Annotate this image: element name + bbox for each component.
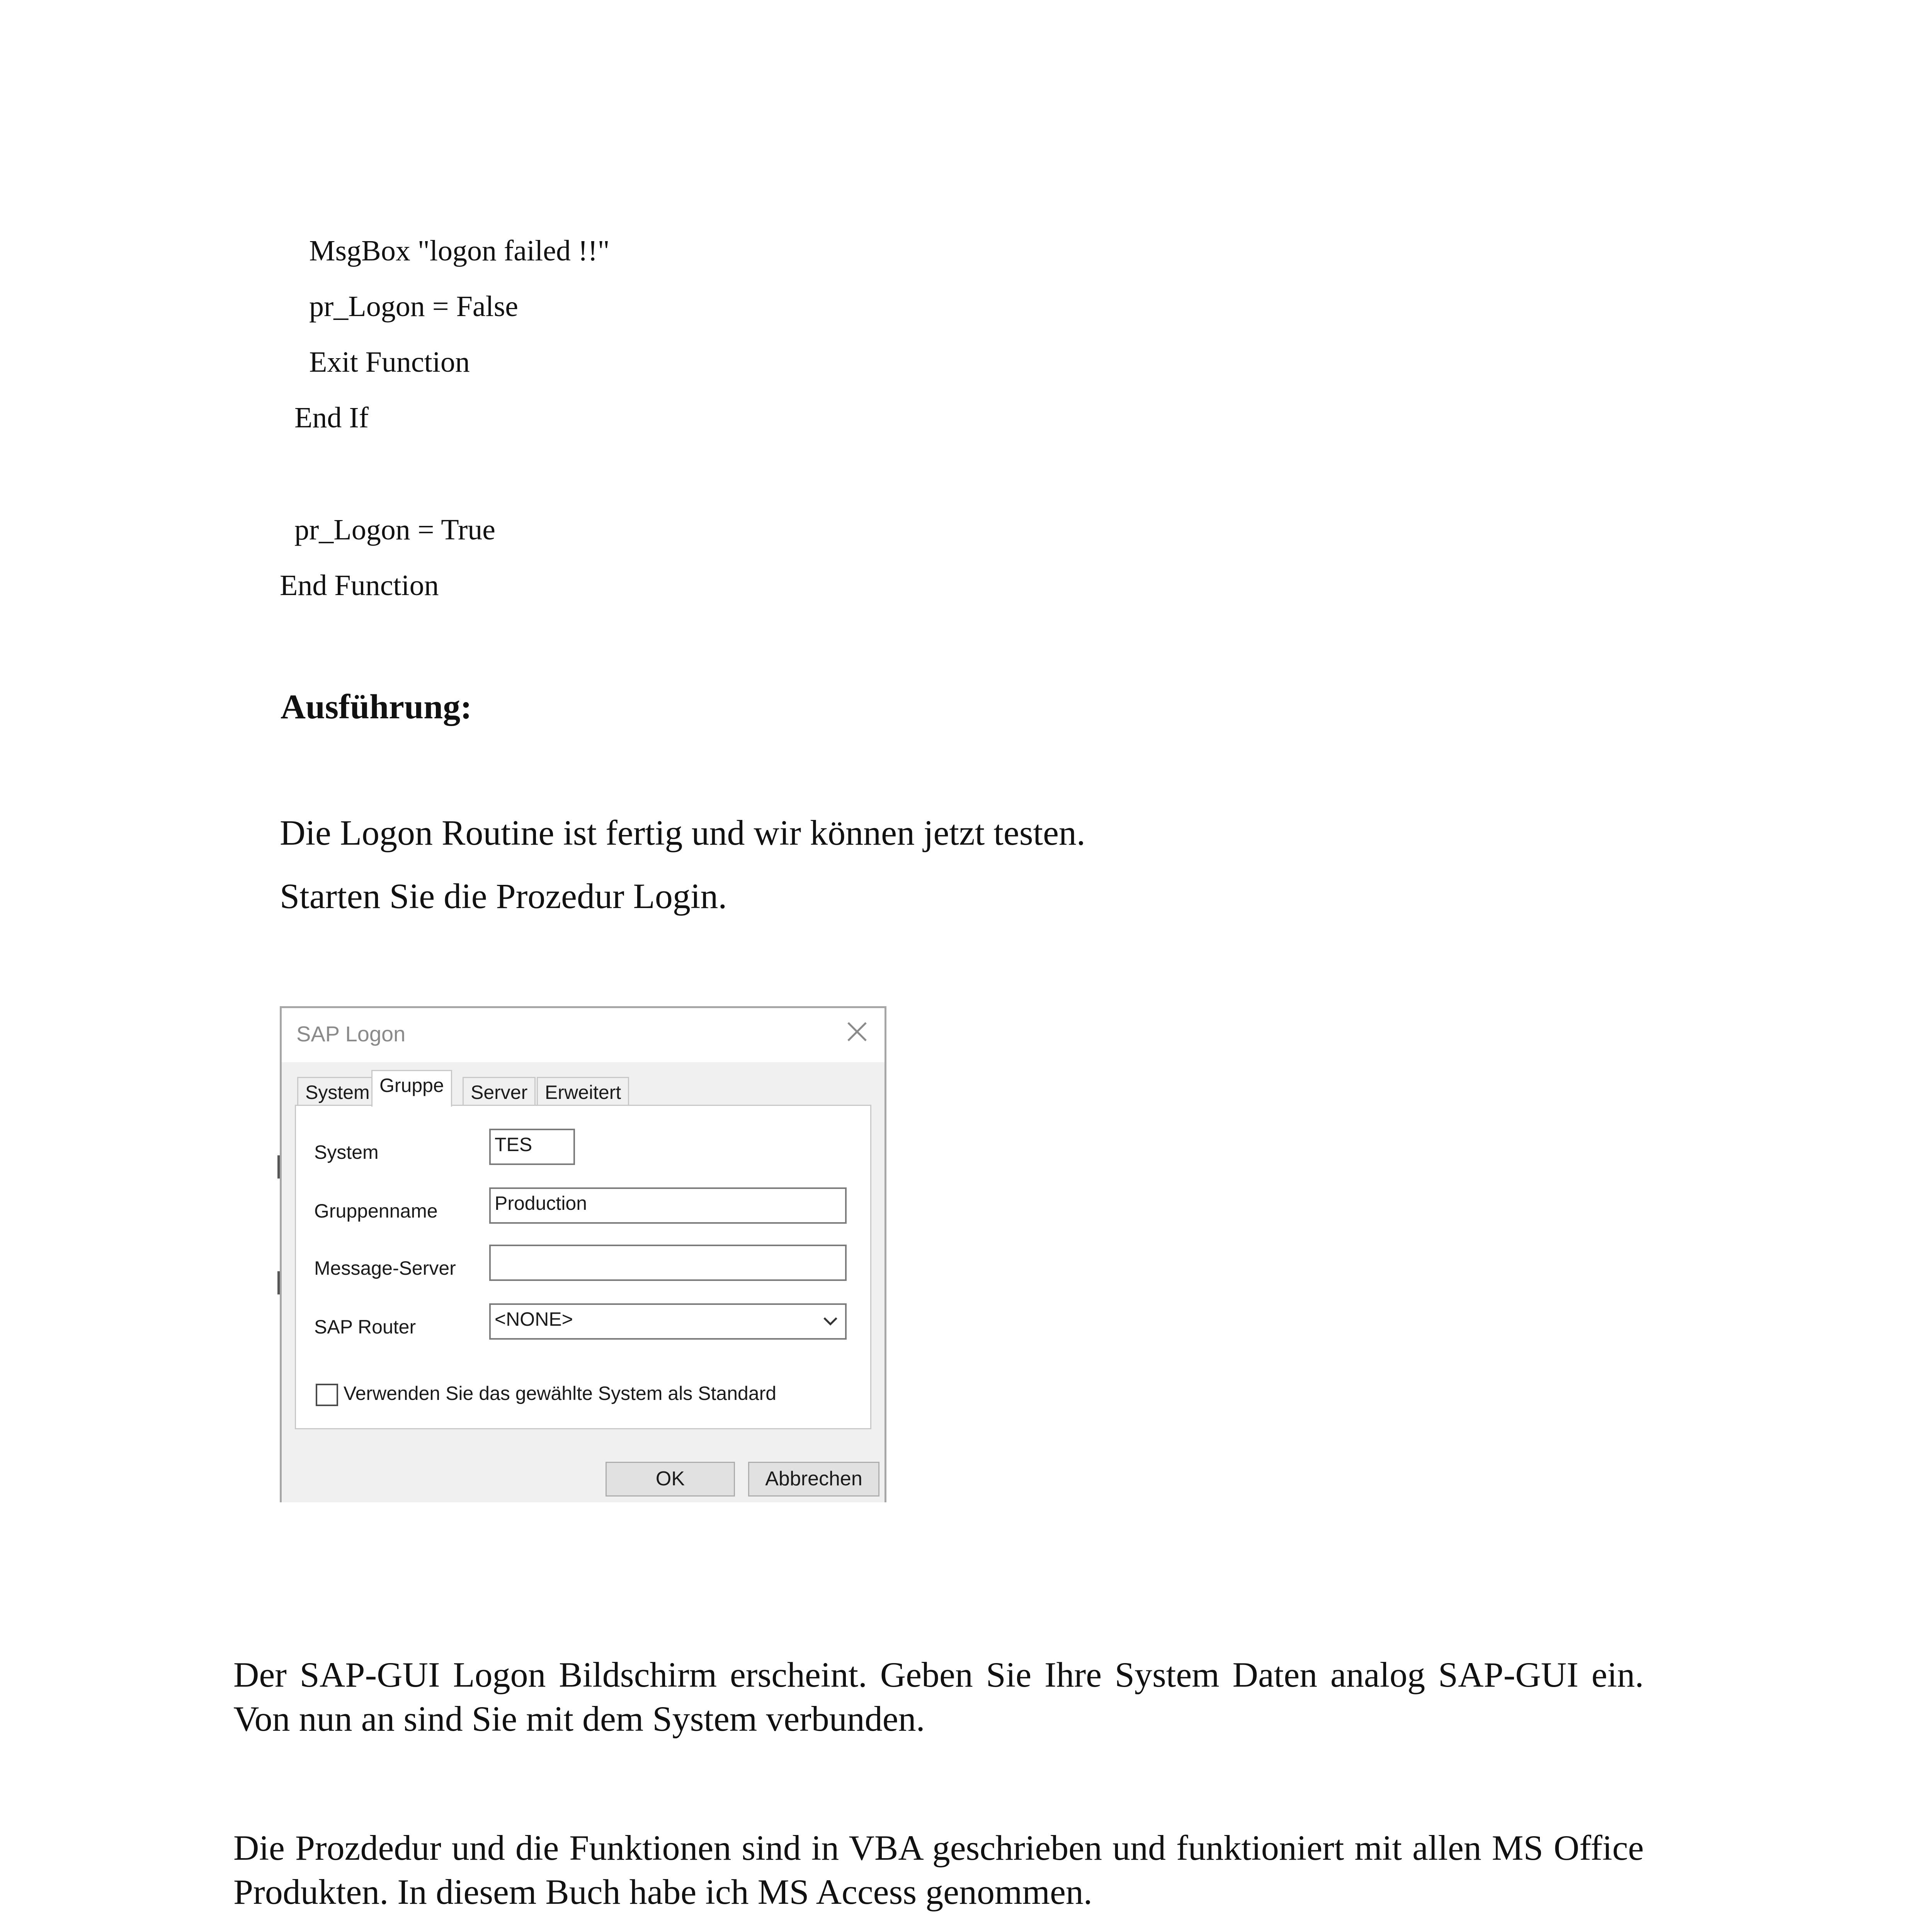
default-system-checkbox[interactable] bbox=[316, 1384, 338, 1406]
code-line: pr_Logon = False bbox=[309, 290, 519, 323]
message-server-input[interactable] bbox=[489, 1245, 847, 1281]
code-line: End If bbox=[294, 401, 369, 434]
code-line: End Function bbox=[280, 569, 439, 602]
tab-server[interactable]: Server bbox=[463, 1077, 536, 1105]
body-paragraph: Der SAP-GUI Logon Bildschirm erscheint. Geben Sie Ihre System Daten analog SAP-GUI ein. Von nun an sind Sie mit dem System verbunden. bbox=[233, 1655, 1644, 1738]
tab-erweitert[interactable]: Erweitert bbox=[537, 1077, 629, 1105]
code-line: MsgBox "logon failed !!" bbox=[309, 235, 610, 267]
body-paragraph: Die Prozdedur und die Funktionen sind in VBA geschrieben und funktioniert mit allen MS Office Produkten. In diesem Buch habe ich MS Access genommen. bbox=[233, 1828, 1644, 1912]
message-server-label: Message-Server bbox=[314, 1257, 456, 1279]
dialog-title: SAP Logon bbox=[296, 1022, 406, 1046]
close-icon[interactable] bbox=[844, 1018, 871, 1045]
code-line: Exit Function bbox=[309, 346, 470, 378]
tab-gruppe[interactable]: Gruppe bbox=[371, 1070, 452, 1107]
sap-router-select[interactable] bbox=[489, 1303, 847, 1340]
default-system-checkbox-label: Verwenden Sie das gewählte System als Standard bbox=[344, 1383, 777, 1404]
dialog-titlebar bbox=[282, 1008, 885, 1062]
system-input[interactable]: TES bbox=[489, 1129, 575, 1165]
system-label: System bbox=[314, 1141, 379, 1163]
code-line: pr_Logon = True bbox=[294, 514, 496, 546]
ok-button[interactable]: OK bbox=[606, 1462, 735, 1497]
intro-text: Starten Sie die Prozedur Login. bbox=[280, 876, 727, 916]
gruppenname-input[interactable]: Production bbox=[489, 1187, 847, 1224]
sap-router-label: SAP Router bbox=[314, 1316, 416, 1338]
intro-text: Die Logon Routine ist fertig und wir können jetzt testen. bbox=[280, 813, 1085, 852]
sap-logon-dialog bbox=[280, 1006, 886, 1502]
section-heading: Ausführung: bbox=[281, 688, 472, 726]
sap-router-value: <NONE> bbox=[495, 1308, 573, 1330]
chevron-down-icon bbox=[821, 1313, 840, 1329]
gruppenname-label: Gruppenname bbox=[314, 1200, 438, 1222]
tab-system[interactable]: System bbox=[297, 1077, 378, 1105]
cancel-button[interactable]: Abbrechen bbox=[748, 1462, 879, 1497]
